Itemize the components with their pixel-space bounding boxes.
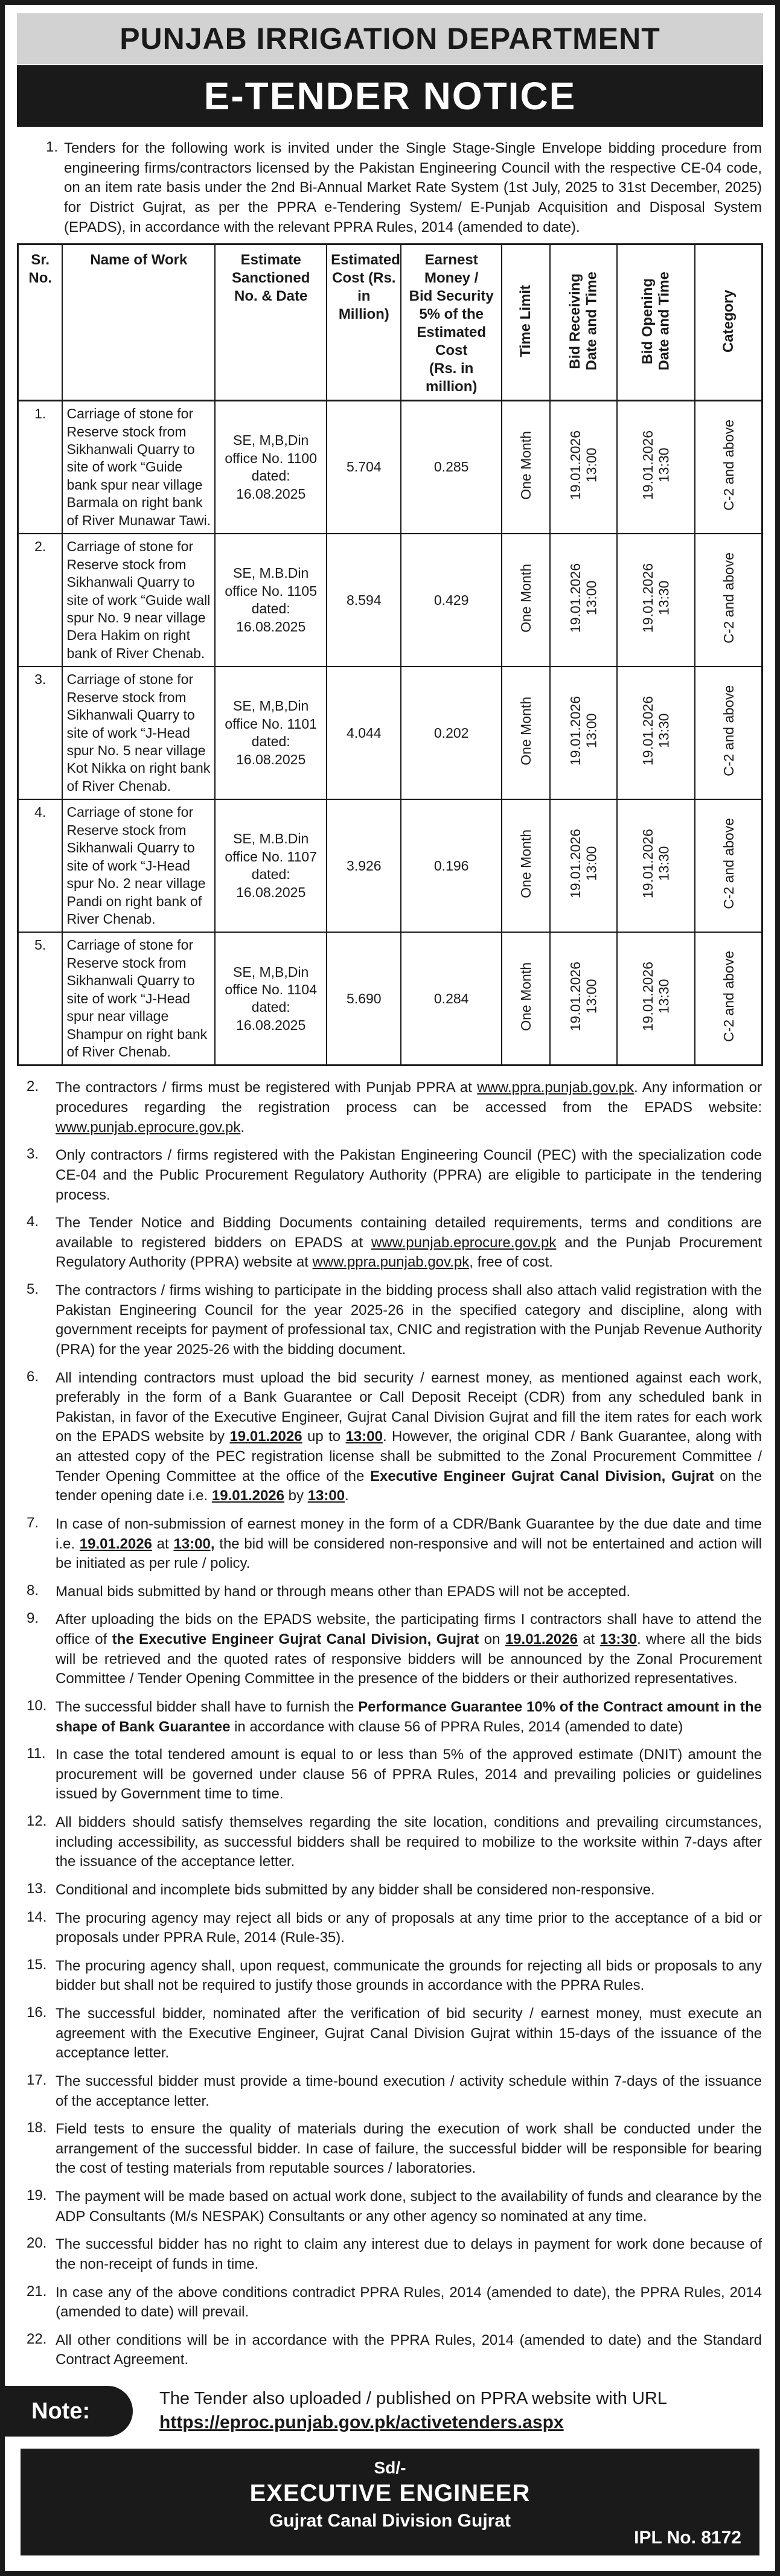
item-number: 21. — [27, 2283, 47, 2300]
sr-no-cell — [18, 666, 63, 799]
cell-text: 0.284 — [433, 990, 469, 1006]
signature-title: EXECUTIVE ENGINEER — [249, 2480, 531, 2507]
cell-text: C-2 and above — [720, 818, 737, 910]
col-header-text: Category — [720, 290, 737, 353]
bid-receiving-cell — [550, 666, 617, 799]
col-header-sr-no — [18, 244, 63, 401]
cell-text: C-2 and above — [720, 552, 737, 644]
condition-item — [17, 1745, 763, 1804]
col-header-text: Time Limit — [517, 285, 534, 357]
department-title: PUNJAB IRRIGATION DEPARTMENT — [17, 13, 763, 64]
text-segment: at — [577, 1631, 600, 1648]
condition-item — [17, 1698, 763, 1737]
text-segment: The successful bidder must provide a time-bound execution / activity schedule within 7-days of the issuance of the acceptance letter. — [56, 2073, 762, 2109]
cell-text: 19.01.2026 13:00 — [567, 696, 599, 766]
item-text — [56, 1582, 763, 1602]
condition-item — [17, 1881, 763, 1900]
text-segment: Field tests to ensure the quality of materials during the execution of work shall be conducted under the arrangement of the successful bidder. In case of failure, the successful bidder will be responsible for bearing the cost of testing materials from reputable sources / laboratories. — [56, 2121, 762, 2177]
text-segment: by — [284, 1488, 308, 1504]
cell-text: 19.01.2026 13:00 — [567, 962, 599, 1032]
cell-text: Carriage of stone for Reserve stock from Sikhanwali Quarry to site of work “J-Head spur near village Shampur on right bank of River Chenab. — [66, 937, 208, 1059]
header-row — [18, 244, 762, 401]
conditions-list — [17, 1078, 763, 2370]
work-name-cell — [62, 401, 215, 534]
item-number: 17. — [27, 2071, 47, 2088]
item-number: 10. — [27, 1697, 47, 1714]
cell-text: 3. — [34, 671, 46, 688]
text-segment: All other conditions will be in accordance with the PPRA Rules, 2014 (amended to date) and the Standard Contract Agreement. — [56, 2332, 762, 2368]
time-limit-cell — [502, 799, 550, 932]
text-segment: The procuring agency shall, upon request, communicate the grounds for rejecting all bids or proposals to any bidder but shall not be required to justify those grounds in accordance with the PPRA Rules. — [56, 1957, 762, 1994]
text-segment: The contractors / firms must be registered with Punjab PPRA at — [56, 1079, 478, 1096]
item-number: 2. — [27, 1078, 39, 1095]
condition-item — [17, 1281, 763, 1360]
col-header-text: Bid Opening Date and Time — [639, 272, 673, 371]
table-row — [18, 666, 762, 799]
cell-text: 0.429 — [433, 592, 469, 608]
text-segment: 19.01.2026 — [229, 1428, 302, 1445]
cell-text: SE, M.B.Din office No. 1107 dated: 16.08.2025 — [225, 831, 317, 900]
cell-text: 0.196 — [433, 857, 469, 874]
item-text — [56, 1281, 763, 1360]
signature-sd: Sd/- — [374, 2458, 406, 2478]
text-segment: the Executive Engineer Gujrat Canal Division, Gujrat — [112, 1631, 479, 1648]
col-header-text: Bid Receiving Date and Time — [566, 272, 600, 371]
col-header-estimate-sanctioned — [215, 244, 327, 401]
text-segment: the bid will be considered non-responsive and will not be entertained and action will be initiated as per rule / policy. — [56, 1535, 762, 1572]
item-number: 7. — [27, 1514, 39, 1531]
condition-item — [17, 1610, 763, 1689]
cell-text: C-2 and above — [720, 685, 737, 776]
bid-opening-cell — [617, 799, 695, 932]
item-number: 5. — [27, 1281, 39, 1298]
estimate-sanctioned-cell — [215, 799, 327, 932]
cell-text: One Month — [517, 563, 534, 633]
text-segment: . — [240, 1119, 245, 1136]
time-limit-cell — [502, 534, 550, 666]
earnest-money-cell — [401, 799, 501, 932]
condition-item — [17, 1582, 763, 1602]
cell-text: SE, M,B,Din office No. 1101 dated: 16.08.2025 — [225, 698, 317, 767]
item-text — [56, 1078, 763, 1137]
text-segment: . where all the bids will be retrieved and the quoted rates of responsive bidders will be announced by the Zonal Procurement Committee / Tender Opening Committee in the presence of the bidders or their authorized representatives. — [56, 1631, 762, 1687]
cell-text: SE, M,B,Din office No. 1104 dated: 16.08.2025 — [225, 964, 317, 1033]
item-text — [56, 1146, 763, 1205]
cell-text: 19.01.2026 13:30 — [640, 563, 672, 633]
cell-text: 0.202 — [433, 724, 469, 741]
text-segment: 13:00, — [173, 1535, 215, 1552]
col-header-category — [695, 244, 762, 401]
cell-text: 5.690 — [347, 990, 382, 1006]
text-segment: In case any of the above conditions contradict PPRA Rules, 2014 (amended to date), the PPRA Rules, 2014 (amended to date) will prevail. — [56, 2284, 762, 2321]
col-header-bid-receiving — [550, 244, 617, 401]
item-number: 11. — [27, 1745, 46, 1762]
time-limit-cell — [502, 932, 550, 1066]
condition-item — [17, 1909, 763, 1948]
text-segment: All bidders should satisfy themselves regarding the site location, conditions and prevailing circumstances, including accessibility, as successful bidders shall be required to mobilize to the worksite within 7-days after the issuance of the acceptance letter. — [56, 1814, 762, 1870]
cell-text: Carriage of stone for Reserve stock from Sikhanwali Quarry to site of work “Guide wall spur No. 9 near village Dera Hakim on right bank of River Chenab. — [66, 539, 211, 661]
cell-text: 3.926 — [347, 857, 382, 874]
condition-item — [17, 2187, 763, 2226]
estimated-cost-cell — [327, 401, 401, 534]
note-url-link[interactable]: https://eproc.punjab.gov.pk/activetenders.aspx — [159, 2412, 564, 2433]
item-text — [56, 2004, 763, 2063]
item-number: 14. — [27, 1908, 47, 1925]
item-number: 20. — [27, 2235, 47, 2252]
bid-opening-cell — [617, 932, 695, 1066]
condition-item — [17, 2120, 763, 2179]
category-cell — [695, 799, 762, 932]
table-row — [18, 799, 762, 932]
item-text — [56, 1213, 763, 1273]
condition-item — [17, 1213, 763, 1273]
text-segment: Manual bids submitted by hand or through means other than EPADS will not be accepted. — [56, 1583, 631, 1600]
link[interactable]: www.punjab.eprocure.gov.pk — [56, 1119, 241, 1136]
cell-text: 19.01.2026 13:30 — [640, 430, 672, 500]
sr-no-cell — [18, 799, 63, 932]
table-row — [18, 932, 762, 1066]
intro-item — [17, 139, 763, 237]
notice-banner-title: E-TENDER NOTICE — [17, 65, 763, 127]
condition-item — [17, 2004, 763, 2063]
item-text — [56, 2283, 763, 2322]
works-table-body — [18, 401, 762, 1066]
item-text — [56, 1515, 763, 1574]
text-segment: on the tender opening date i.e. — [56, 1468, 762, 1504]
item-number: 9. — [27, 1610, 39, 1627]
col-header-text: Estimate Sanctioned No. & Date — [232, 252, 310, 305]
time-limit-cell — [502, 401, 550, 534]
cell-text: 19.01.2026 13:00 — [567, 563, 599, 633]
estimate-sanctioned-cell — [215, 401, 327, 534]
text-segment: The contractors / firms wishing to participate in the bidding process shall also attach valid registration with the Pakistan Engineering Council for the year 2025-26 in the specified category and discipline, along with government receipts for payment of professional tax, CNIC and registration with the Punjab Revenue Authority (PRA) for the year 2025-26 with the bidding document. — [56, 1282, 762, 1358]
text-segment: on — [479, 1631, 505, 1648]
bid-opening-cell — [617, 534, 695, 666]
text-segment: The payment will be made based on actual work done, subject to the availability of funds and clearance by the ADP Consultants (M/s NESPAK) Consultants or any other agency so nominated at any time. — [56, 2188, 762, 2225]
works-table-header — [18, 244, 762, 401]
item-number: 19. — [27, 2187, 47, 2204]
text-segment: 13:00 — [307, 1488, 345, 1504]
bid-receiving-cell — [550, 534, 617, 666]
work-name-cell — [62, 932, 215, 1066]
cell-text: 19.01.2026 13:30 — [640, 696, 672, 766]
item-number: 15. — [27, 1956, 47, 1973]
table-row — [18, 401, 762, 534]
item-text — [56, 2235, 763, 2274]
cell-text: One Month — [517, 962, 534, 1031]
works-table — [17, 243, 763, 1066]
item-number: 6. — [27, 1368, 39, 1385]
sr-no-cell — [18, 932, 63, 1066]
col-header-bid-opening — [617, 244, 695, 401]
text-segment: and the Punjab Procurement Regulatory Authority (PPRA) website at — [56, 1234, 762, 1271]
item-text — [56, 1369, 763, 1506]
estimated-cost-cell — [327, 666, 401, 799]
condition-item — [17, 1957, 763, 1996]
cell-text: 2. — [34, 539, 46, 555]
text-segment: All intending contractors must upload the bid security / earnest money, as mentioned against each work, preferably in the form of a Bank Guarantee or Call Deposit Receipt (CDR) from any scheduled bank in Pakistan, in favor of the Executive Engineer, Gujrat Canal Division Gujrat and fill the item rates for each work on the EPADS website by — [56, 1369, 762, 1445]
cell-text: 4.044 — [347, 724, 382, 741]
cell-text: 8.594 — [347, 592, 382, 608]
item-text — [56, 1610, 763, 1689]
text-segment: 13:00 — [345, 1428, 383, 1445]
estimate-sanctioned-cell — [215, 932, 327, 1066]
text-segment: . Any information or procedures regarding the registration process can be accessed from the EPADS website: — [56, 1079, 762, 1116]
text-segment: Performance Guarantee 10% of the Contract amount in the shape of Bank Guarantee — [56, 1698, 762, 1735]
item-text — [56, 1813, 763, 1872]
item-text — [56, 1957, 763, 1996]
col-header-time-limit — [502, 244, 550, 401]
item-number: 22. — [27, 2330, 47, 2347]
condition-item — [17, 1813, 763, 1872]
text-segment: Only contractors / firms registered with the Pakistan Engineering Council (PEC) with the specialization code CE-04 and the Public Procurement Regulatory Authority (PPRA) are eligible to participate in the tendering process. — [56, 1147, 762, 1203]
text-segment: 13:30 — [599, 1631, 638, 1648]
text-segment: The Tender Notice and Bidding Documents containing detailed requirements, terms and conditions are available to registered bidders on EPADS at — [56, 1215, 762, 1251]
condition-item — [17, 1146, 763, 1205]
cell-text: SE, M,B,Din office No. 1100 dated: 16.08.2025 — [225, 432, 317, 502]
text-segment: in accordance with clause 56 of PPRA Rules, 2014 (amended to date) — [230, 1718, 683, 1735]
cell-text: One Month — [517, 696, 534, 765]
cell-text: 5.704 — [347, 459, 382, 475]
condition-item — [17, 1369, 763, 1506]
text-segment: at — [152, 1535, 174, 1552]
item-number: 12. — [27, 1813, 47, 1830]
text-segment: The successful bidder has no right to claim any interest due to delays in payment for work done because of the non-receipt of funds in time. — [56, 2236, 762, 2272]
cell-text: 19.01.2026 13:30 — [640, 962, 672, 1032]
cell-text: 5. — [34, 937, 46, 953]
text-segment: After uploading the bids on the EPADS website, the participating firms I contractors shall have to attend the office of — [56, 1611, 762, 1648]
condition-item — [17, 2235, 763, 2274]
bid-opening-cell — [617, 666, 695, 799]
sr-no-cell — [18, 534, 63, 666]
cell-text: One Month — [517, 430, 534, 500]
cell-text: Carriage of stone for Reserve stock from Sikhanwali Quarry to site of work “J-Head spur No. 2 near village Pandi on right bank of River Chenab. — [66, 804, 206, 927]
intro-text: Tenders for the following work is invited under the Single Stage-Single Envelope bidding procedure from engineering firms/contractors licensed by the Pakistan Engineering Council with the respective CE-04 code, on an item rate basis under the 2nd Bi-Annual Market Rate System (1st July, 2025 to 31st December, 2025) for District Gujrat, as per the PPRA e-Tendering System/ E-Punjab Acquisition and Disposal System (EPADS), in accordance with the relevant PPRA Rules, 2014 (amended to date). — [64, 140, 762, 235]
text-segment: 19.01.2026 — [79, 1535, 152, 1552]
item-text — [56, 1881, 763, 1900]
col-header-text: Estimated Cost (Rs. in Million) — [331, 252, 400, 323]
category-cell — [695, 666, 762, 799]
earnest-money-cell — [401, 932, 501, 1066]
cell-text: C-2 and above — [720, 951, 737, 1043]
time-limit-cell — [502, 666, 550, 799]
ipl-number: IPL No. 8172 — [634, 2528, 741, 2548]
text-segment: 19.01.2026 — [211, 1488, 284, 1504]
item-number: 1. — [46, 139, 59, 155]
item-text — [56, 2120, 763, 2179]
item-text — [56, 1909, 763, 1948]
item-text — [56, 1745, 763, 1804]
signature-subtitle: Gujrat Canal Division Gujrat — [269, 2511, 511, 2531]
item-text — [56, 2331, 763, 2370]
cell-text: One Month — [517, 829, 534, 898]
item-number: 3. — [27, 1146, 39, 1163]
cell-text: Carriage of stone for Reserve stock from Sikhanwali Quarry to site of work “J-Head spur No. 5 near village Kot Nikka on right bank of River Chenab. — [66, 671, 211, 794]
work-name-cell — [62, 534, 215, 666]
text-segment: Conditional and incomplete bids submitted by any bidder shall be considered non-responsive. — [56, 1881, 655, 1898]
item-text — [56, 1698, 763, 1737]
text-segment: , free of cost. — [469, 1254, 553, 1271]
item-number: 13. — [27, 1880, 47, 1897]
condition-item — [17, 1078, 763, 1137]
col-header-name-of-work — [62, 244, 215, 401]
col-header-estimated-cost — [327, 244, 401, 401]
cell-text: 4. — [34, 804, 46, 820]
text-segment: The successful bidder shall have to furnish the — [56, 1698, 359, 1715]
sr-no-cell — [18, 401, 63, 534]
note — [17, 2386, 763, 2437]
item-text — [56, 2187, 763, 2226]
col-header-text: Name of Work — [90, 252, 188, 269]
text-segment: Executive Engineer Gujrat Canal Division, Gujrat — [369, 1468, 714, 1485]
text-segment: The successful bidder, nominated after the verification of bid security / earnest money, must execute an agreement with the Executive Engineer, Gujrat Canal Division Gujrat within 15-days of the issuance of the acceptance letter. — [56, 2006, 762, 2062]
note-line: The Tender also uploaded / published on PPRA website with URL — [159, 2389, 667, 2409]
col-header-earnest-money — [401, 244, 501, 401]
note-text — [159, 2386, 667, 2435]
estimate-sanctioned-cell — [215, 534, 327, 666]
text-segment: In case of non-submission of earnest money in the form of a CDR/Bank Guarantee by the due date and time i.e. — [56, 1515, 762, 1552]
condition-item — [17, 2331, 763, 2370]
text-segment: 19.01.2026 — [505, 1631, 578, 1648]
earnest-money-cell — [401, 666, 501, 799]
cell-text: 19.01.2026 13:30 — [640, 829, 672, 899]
cell-text: C-2 and above — [720, 419, 737, 511]
category-cell — [695, 401, 762, 534]
item-text — [56, 2072, 763, 2111]
text-segment: In case the total tendered amount is equal to or less than 5% of the approved estimate (DNIT) amount the procurement will be governed under clause 56 of PPRA Rules, 2014 and prevailing policies or guidelines issued by Government time to time. — [56, 1747, 762, 1803]
estimate-sanctioned-cell — [215, 666, 327, 799]
item-number: 4. — [27, 1213, 39, 1230]
text-segment: . — [345, 1488, 349, 1504]
condition-item — [17, 2283, 763, 2322]
item-number: 18. — [27, 2120, 47, 2137]
note-label: Note: — [5, 2386, 133, 2437]
cell-text: 19.01.2026 13:00 — [567, 829, 599, 899]
cell-text: 1. — [34, 406, 46, 422]
item-number: 16. — [27, 2004, 47, 2021]
link[interactable]: www.ppra.punjab.gov.pk — [312, 1254, 470, 1271]
col-header-text: Sr. No. — [28, 252, 53, 287]
cell-text: SE, M.B.Din office No. 1105 dated: 16.08.2025 — [225, 565, 317, 634]
category-cell — [695, 932, 762, 1066]
text-segment: The procuring agency may reject all bids or any of proposals at any time prior to the acceptance of a bid or proposals under PPRA Rule, 2014 (Rule-35). — [56, 1910, 762, 1946]
cell-text: Carriage of stone for Reserve stock from Sikhanwali Quarry to site of work “Guide bank spur near village Barmala on right bank of River Munawar Tawi. — [66, 406, 211, 528]
work-name-cell — [62, 666, 215, 799]
category-cell — [695, 534, 762, 666]
cell-text: 19.01.2026 13:00 — [567, 430, 599, 500]
bid-receiving-cell — [550, 799, 617, 932]
col-header-text: Earnest Money / Bid Security 5% of the Estimated Cost (Rs. in million) — [409, 252, 494, 395]
earnest-money-cell — [401, 534, 501, 666]
table-row — [18, 534, 762, 666]
bid-receiving-cell — [550, 401, 617, 534]
work-name-cell — [62, 799, 215, 932]
text-segment: up to — [302, 1428, 346, 1445]
estimated-cost-cell — [327, 799, 401, 932]
text-segment: . However, the original CDR / Bank Guarantee, along with an attested copy of the PEC registration license shall be submitted to the Zonal Procurement Committee / Tender Opening Committee at the office of the — [56, 1428, 762, 1485]
link[interactable]: www.ppra.punjab.gov.pk — [477, 1079, 634, 1096]
condition-item — [17, 1515, 763, 1574]
estimated-cost-cell — [327, 534, 401, 666]
link[interactable]: www.punjab.eprocure.gov.pk — [371, 1234, 557, 1251]
earnest-money-cell — [401, 401, 501, 534]
item-number: 8. — [27, 1582, 39, 1599]
cell-text: 0.285 — [433, 459, 469, 475]
signature-block — [21, 2449, 759, 2555]
condition-item — [17, 2072, 763, 2111]
bid-receiving-cell — [550, 932, 617, 1066]
estimated-cost-cell — [327, 932, 401, 1066]
bid-opening-cell — [617, 401, 695, 534]
